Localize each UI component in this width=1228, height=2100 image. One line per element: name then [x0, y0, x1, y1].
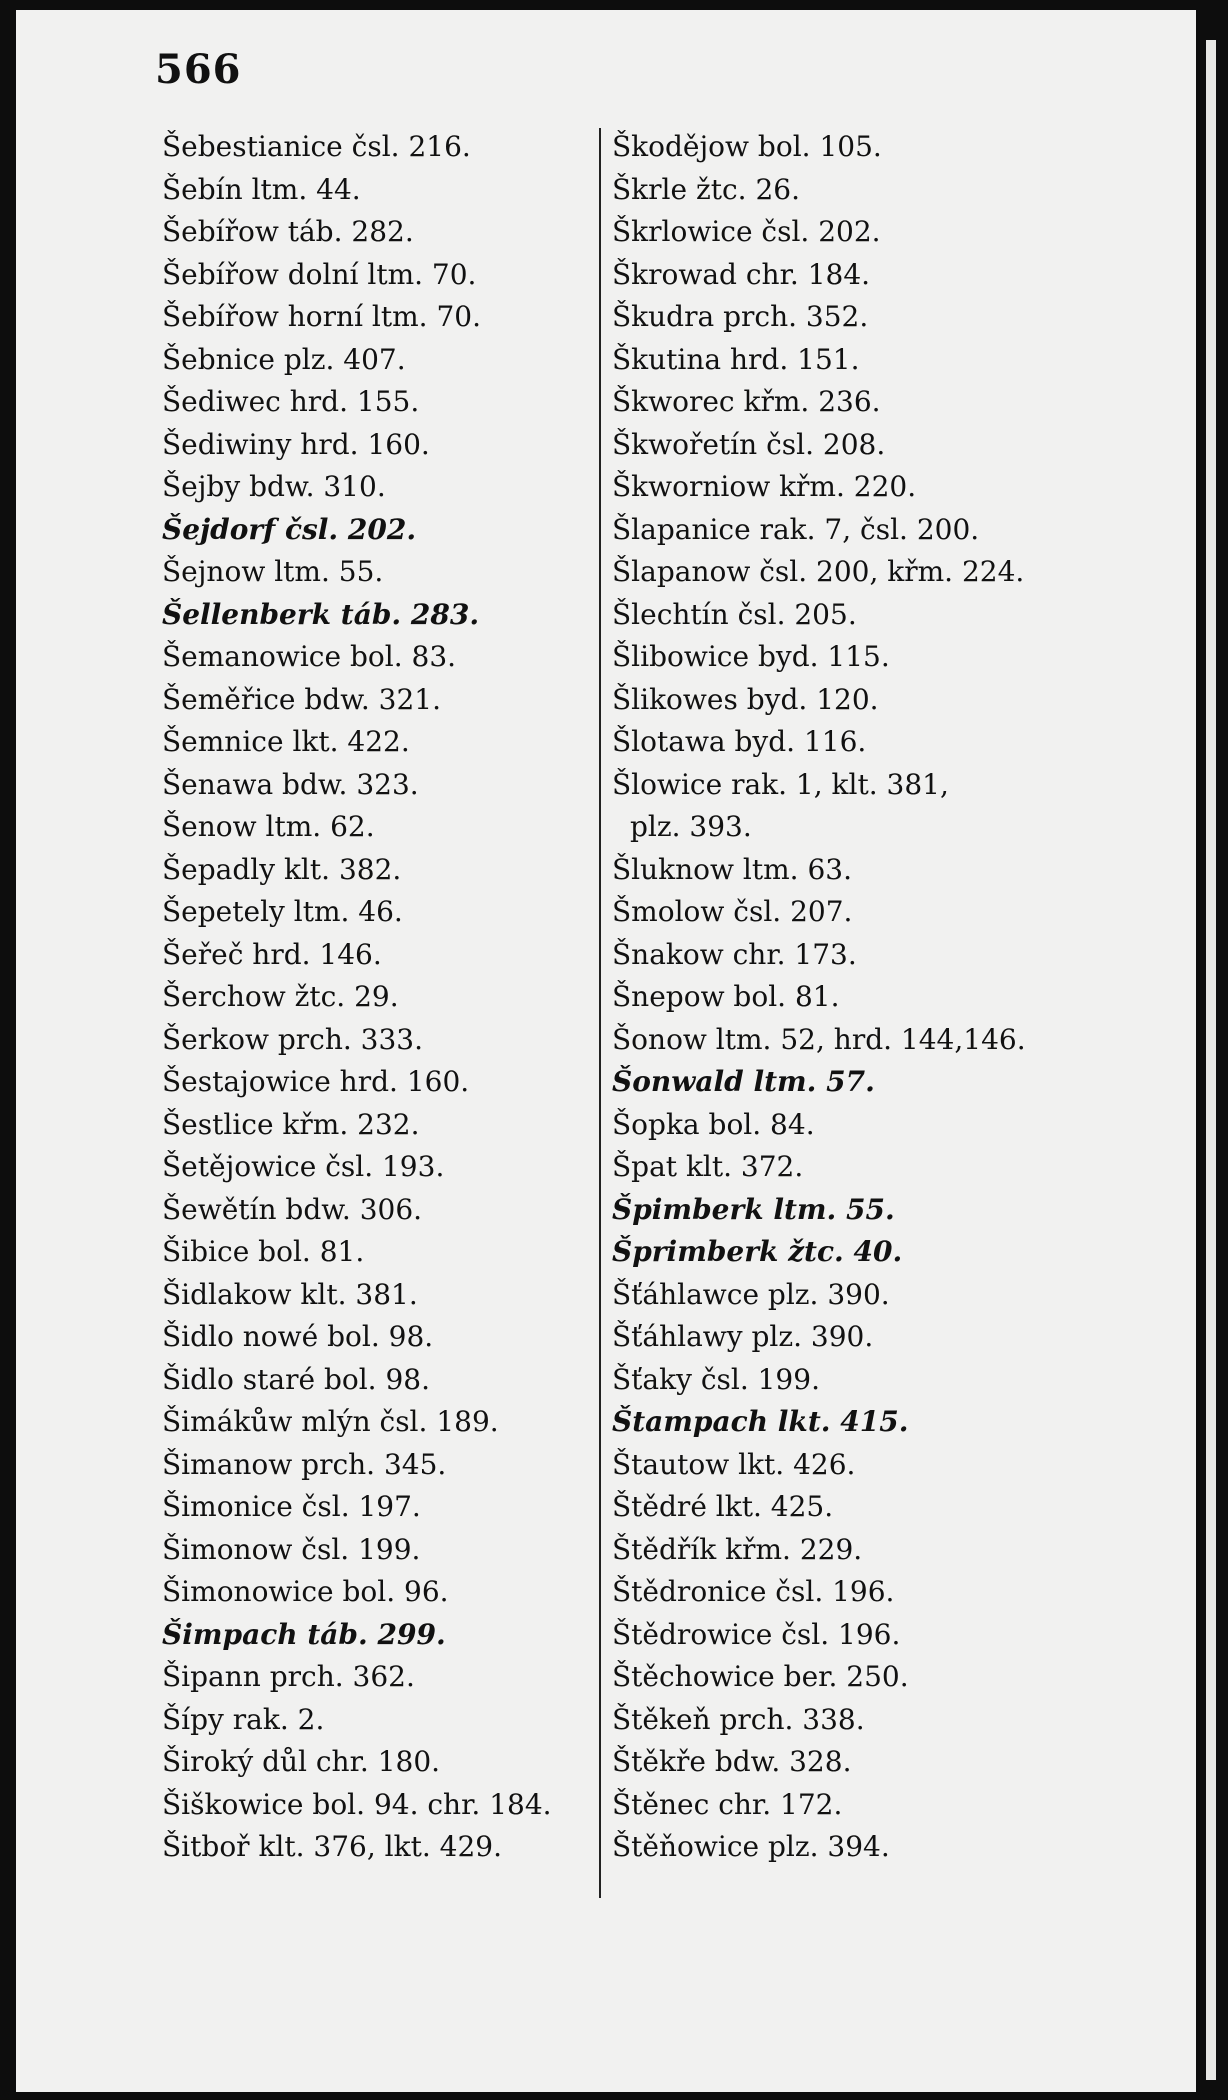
index-entry: Šťaky čsl. 199. — [612, 1362, 820, 1396]
index-entry: Škwořetín čsl. 208. — [612, 427, 886, 461]
index-entry: Šmolow čsl. 207. — [612, 895, 853, 928]
index-entry: Škworec křm. 236. — [612, 385, 881, 418]
index-entry: Štěňowice plz. 394. — [612, 1830, 890, 1863]
index-entry: Šimonice čsl. 197. — [162, 1490, 421, 1523]
index-entry: Šlotawa byd. 116. — [612, 725, 867, 758]
index-entry: Špat klt. 372. — [612, 1150, 804, 1183]
column-divider — [599, 128, 601, 1898]
index-entry: Šimanow prch. 345. — [162, 1447, 447, 1481]
index-entry: Škodějow bol. 105. — [612, 130, 882, 163]
index-entry: Šipann prch. 362. — [162, 1660, 415, 1693]
index-entry: Šluknow ltm. 63. — [612, 852, 852, 886]
index-entry: Šejdorf čsl. 202. — [162, 512, 417, 546]
next-page-edge — [1206, 40, 1216, 2080]
index-entry: Škutina hrd. 151. — [612, 342, 860, 376]
index-column-left — [162, 126, 552, 1869]
index-entry: Šonwald ltm. 57. — [612, 1065, 875, 1098]
index-entry: Šťáhlawy plz. 390. — [612, 1320, 874, 1353]
index-entry: Štěnec chr. 172. — [612, 1787, 843, 1821]
index-entry: Štautow lkt. 426. — [612, 1447, 856, 1481]
index-entry: Šemnice lkt. 422. — [162, 725, 410, 758]
index-entry: plz. 393. — [630, 810, 752, 843]
index-entry: Šlechtín čsl. 205. — [612, 597, 857, 631]
index-entry: Šimpach táb. 299. — [162, 1617, 446, 1651]
index-entry: Šerkow prch. 333. — [162, 1022, 423, 1056]
index-entry: Šlapanice rak. 7, čsl. 200. — [612, 512, 980, 546]
index-entry: Šimonowice bol. 96. — [162, 1575, 449, 1608]
index-entry: Šťáhlawce plz. 390. — [612, 1277, 890, 1311]
index-entry: Škworniow křm. 220. — [612, 470, 917, 503]
index-entry: Štědronice čsl. 196. — [612, 1575, 895, 1608]
index-entry: Šellenberk táb. 283. — [162, 597, 480, 631]
index-entry: Šebířow horní ltm. 70. — [162, 300, 481, 333]
index-entry: Šnakow chr. 173. — [612, 937, 857, 971]
index-entry: Šejnow ltm. 55. — [162, 555, 384, 588]
index-entry: Šlapanow čsl. 200, křm. 224. — [612, 555, 1025, 588]
index-entry: Šípy rak. 2. — [162, 1702, 325, 1736]
index-entry: Šopka bol. 84. — [612, 1107, 815, 1141]
index-entry: Šitboř klt. 376, lkt. 429. — [162, 1830, 502, 1863]
index-entry: Šewětín bdw. 306. — [162, 1192, 423, 1226]
index-entry: Šebín ltm. 44. — [162, 172, 361, 206]
index-entry: Šediwiny hrd. 160. — [162, 427, 430, 461]
index-entry: Šetějowice čsl. 193. — [162, 1150, 445, 1183]
index-entry: Štampach lkt. 415. — [612, 1405, 909, 1438]
index-entry: Šepadly klt. 382. — [162, 852, 402, 886]
index-entry: Šebestianice čsl. 216. — [162, 130, 471, 163]
index-entry: Štědré lkt. 425. — [612, 1490, 834, 1523]
index-entry: Šerchow žtc. 29. — [162, 980, 399, 1013]
index-entry: Šenow ltm. 62. — [162, 810, 375, 843]
index-entry: Štědrowice čsl. 196. — [612, 1617, 901, 1651]
index-entry: Šiškowice bol. 94. chr. 184. — [162, 1787, 552, 1821]
index-entry: Šibice bol. 81. — [162, 1235, 365, 1268]
index-entry: Šlowice rak. 1, klt. 381, — [612, 767, 949, 801]
index-entry: Špimberk ltm. 55. — [612, 1192, 895, 1226]
index-entry: Šlikowes byd. 120. — [612, 682, 879, 716]
index-entry: Škrowad chr. 184. — [612, 257, 871, 291]
index-entry: Šeměřice bdw. 321. — [162, 682, 442, 716]
index-entry: Škrle žtc. 26. — [612, 172, 800, 206]
index-entry: Šebířow táb. 282. — [162, 215, 414, 248]
index-entry: Šediwec hrd. 155. — [162, 385, 420, 418]
index-entry: Štědřík křm. 229. — [612, 1532, 863, 1566]
index-entry: Šimonow čsl. 199. — [162, 1532, 421, 1566]
index-entry: Šestajowice hrd. 160. — [162, 1065, 470, 1098]
index-entry: Šlibowice byd. 115. — [612, 640, 890, 673]
index-entry: Šemanowice bol. 83. — [162, 640, 457, 673]
index-entry: Šimákůw mlýn čsl. 189. — [162, 1405, 499, 1438]
index-entry: Škudra prch. 352. — [612, 300, 869, 333]
index-entry: Štěkeň prch. 338. — [612, 1702, 865, 1736]
index-entry: Šnepow bol. 81. — [612, 980, 840, 1013]
index-entry: Šidlakow klt. 381. — [162, 1277, 418, 1311]
index-entry: Štěkře bdw. 328. — [612, 1745, 852, 1778]
index-entry: Šonow ltm. 52, hrd. 144,146. — [612, 1022, 1026, 1056]
index-entry: Šejby bdw. 310. — [162, 470, 386, 503]
index-entry: Šenawa bdw. 323. — [162, 767, 419, 801]
index-entry: Šepetely ltm. 46. — [162, 895, 403, 928]
index-entry: Šebnice plz. 407. — [162, 342, 406, 376]
page-number: 566 — [155, 46, 242, 93]
index-entry: Škrlowice čsl. 202. — [612, 215, 881, 248]
index-entry: Šebířow dolní ltm. 70. — [162, 257, 477, 291]
index-entry: Šeřeč hrd. 146. — [162, 937, 382, 971]
index-entry: Šestlice křm. 232. — [162, 1107, 420, 1141]
index-entry: Široký důl chr. 180. — [162, 1745, 441, 1778]
index-entry: Šidlo staré bol. 98. — [162, 1362, 431, 1396]
index-entry: Šprimberk žtc. 40. — [612, 1235, 903, 1268]
index-entry: Šidlo nowé bol. 98. — [162, 1320, 434, 1353]
index-column-right — [612, 126, 1026, 1869]
index-entry: Štěchowice ber. 250. — [612, 1660, 909, 1693]
